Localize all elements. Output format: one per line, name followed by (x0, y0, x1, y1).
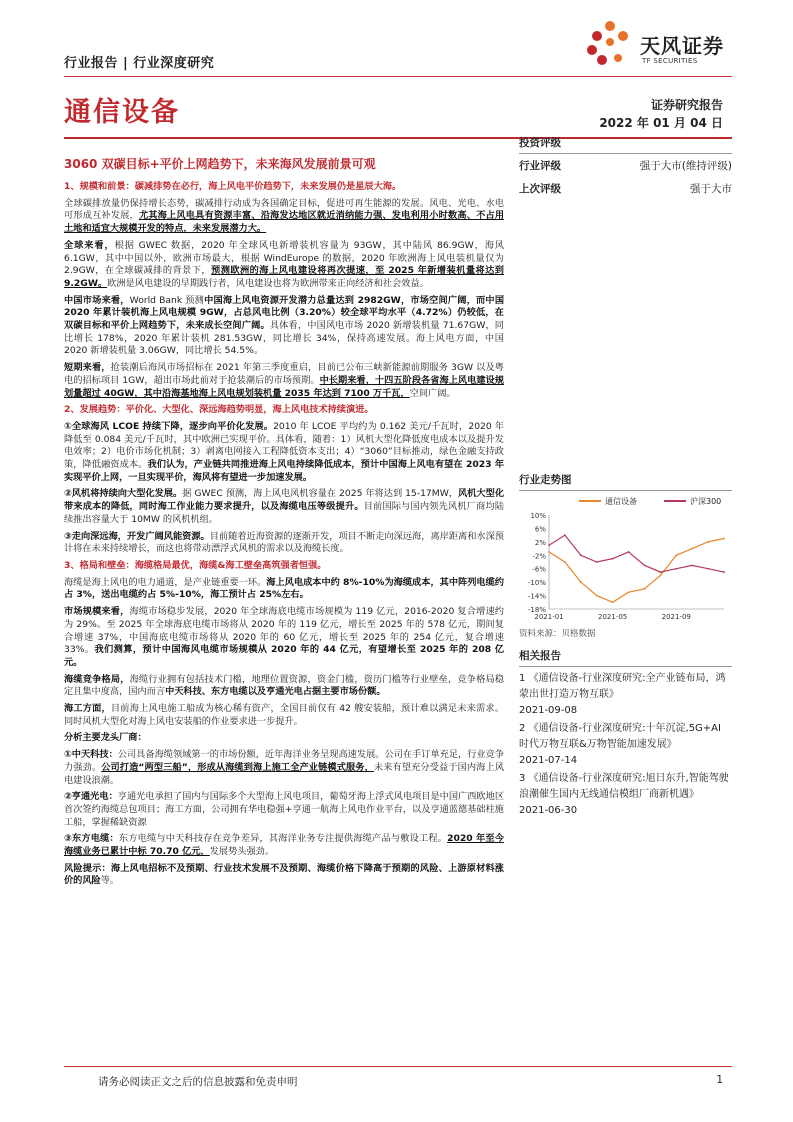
section-title: 1、规模和前景：碳减排势在必行，海上风电平价趋势下，未来发展仍是星辰大海。 (64, 181, 402, 192)
logo-subtext: TF SECURITIES (642, 57, 698, 65)
paragraph: 全球来看，根据 GWEC 数据，2020 年全球风电新增装机容量为 93GW，其中陆风 86.9GW，海风 6.1GW，其中中国以外，欧洲市场最大，根据 WindEurope 的数据，2020 年欧洲海上风电装机量仅为 2.9GW，在全球碳减排的背景下，预测欧洲的海上风电建设将再次提速，至 2025 年新增装机量将达到 9.2GW。欧洲是风电建设的早期践行者，风电建设也将为欧洲带来正向经济和社会效益。 (64, 239, 504, 289)
top-divider (64, 76, 732, 77)
section-title: 2、发展趋势：平价化、大型化、深远海趋势明显，海上风电技术持续演进。 (64, 404, 374, 416)
paragraph: 海工方面，目前海上风电施工船成为核心稀有资产，全国目前仅有 42 艘安装船，预计难以满足未来需求。同时风机大型化对海上风电安装船的作业要求进一步提升。 (64, 703, 505, 727)
y-tick-label: -10% (527, 579, 546, 588)
x-tick-label: 2021-05 (598, 613, 628, 621)
paragraph: ③东方电缆：东方电缆与中天科技存在竞争差异，其海洋业务专注提供海缆产品与敷设工程。2020 年至今海缆业务已累计中标 70.70 亿元，发展势头强劲。 (64, 833, 504, 858)
related-report-item[interactable]: 1 《通信设备-行业深度研究:全产业链布局，鸿蒙出世打造万物互联》 2021-09-08 (519, 673, 726, 716)
paragraph: 海缆是海上风电的电力通道，是产业链重要一环。海上风电成本中约 8%-10%为海缆成本，其中阵列电缆约占 3%，送出电缆约占 5%-10%，海工预计占 25%左右。 (64, 576, 504, 601)
data-point (580, 581, 582, 583)
legend-label: 通信设备 (605, 497, 637, 506)
y-tick-label: 2% (534, 538, 546, 547)
tf-logo-icon (582, 18, 638, 72)
rating-box (519, 135, 732, 200)
y-tick-label: -14% (527, 592, 546, 601)
data-point (659, 575, 661, 577)
data-point (707, 568, 709, 570)
related-list (519, 671, 732, 819)
paragraph: ②亨通光电：亨通光电承担了国内与国际多个大型海上风电项目，葡萄牙海上浮式风电项目是中国广西欧地区首次签约海缆总包项目；海工方面，公司拥有华电稳强+亨通一航海上风电作业平台，以及亨通蓝德基础柱施工船，掌握稀缺资源 (64, 791, 505, 828)
disclaimer: 请务必阅读正文之后的信息披露和免责申明 (98, 1076, 298, 1088)
paragraph: 分析主要龙头厂商： (64, 732, 147, 744)
paragraph: ③走向深远海，开发广阔风能资源。目前随着近海资源的逐渐开发，项目不断走向深远海，离岸距离和水深预计将在未来持续增长，而这也将带动漂浮式风机的需求以及海缆长度。 (64, 530, 505, 555)
data-point (723, 538, 725, 540)
y-tick-label: -2% (532, 552, 546, 561)
data-point (644, 588, 646, 590)
paragraph: 风险提示：海上风电招标不及预期、行业技术发展不及预期、海缆价格下降高于预期的风险、上游原材料涨价的风险等。 (64, 862, 504, 887)
paragraph: 全球碳排放量仍保持增长态势，碳减排行动成为各国确定目标，促进可再生能源的发展。风电、光电、水电可形成互补发展，尤其海上风电具有资源丰富、沿海发达地区就近消纳能力强、发电利用小时数高、不占用土地和适宜大规模开发的特点，未来发展潜力大。 (64, 197, 505, 235)
report-label: 证券研究报告 (650, 98, 723, 112)
rating-title: 投资评级 (519, 135, 732, 154)
section-title: 3、格局和壁垒：海缆格局最优，海缆&海工壁垒高筑强者恒强。 (64, 559, 327, 571)
related-reports (519, 648, 732, 821)
data-point (691, 548, 693, 550)
data-point (548, 544, 550, 546)
chart-title: 行业走势图 (519, 472, 732, 491)
x-tick-label: 2021-01 (534, 613, 564, 621)
footer-divider (64, 1066, 732, 1067)
x-tick-label: 2021-09 (661, 613, 691, 621)
paragraph: 市场规模来看，海缆市场稳步发展，2020 年全球海底电缆市场规模为 119 亿元，2016-2020 复合增速约为 29%。至 2025 年全球海底电缆市场将从 2020 年的 119 亿元，增长至 2025 年的 578 亿元，期间复合增速 37%，中国海底电缆市场将从 2020 年的 60 亿元，增长至 2025 年的 254 亿元，复合增速 33%。我们测算，预计中国海风电缆市场规模从 2020 年的 44 亿元，有望增长至 2025 年的 208 亿元。 (64, 606, 504, 668)
page-number: 1 (716, 1074, 723, 1086)
data-point (612, 558, 614, 560)
main-body (64, 181, 504, 892)
series-line (549, 535, 724, 572)
trend-chart-box (519, 472, 732, 639)
related-report-item[interactable]: 2 《通信设备-行业深度研究:十年沉淀,5G+AI 时代万物互联&万物智能加速发展》 2021-07-14 (519, 723, 721, 766)
data-point (628, 551, 630, 553)
paragraph: ①全球海风 LCOE 持续下降，逐步向平价化发展。2010 年 LCOE 平均约为 0.162 美元/千瓦时，2020 年降低至 0.084 美元/千瓦时，其中欧洲已实现平价。具体看，随着：1）风机大型化降低度电成本以及提升发电效率；2）电价市场化机制；3）剥离电网接入工程降低资本支出；4）“3060”目标推动，绿色金融支持政策，降低融资成本。我们认为，产业链共同推进海上风电持续降低成本，预计中国海上风电有望在 2023 年实现平价上网，一旦实现平价，海风将有望进一步加速发展。 (64, 420, 505, 483)
paragraph: 短期来看，抢装潮后海风市场招标在 2021 年第三季度重启，目前已公布三峡新能源前期服务 3GW 以及粤电的招标项目 1GW，超出市场此前对于抢装潮后的市场预期。中长期来看，十四五阶段各省海上风电建设规划量超过 40GW，其中沿海基地海上风电规划装机量 2035 年达到 7100 万千瓦，空间广阔。 (64, 362, 505, 399)
data-point (580, 554, 582, 556)
paragraph: 中国市场来看，World Bank 预测中国海上风电资源开发潜力总量达到 2982GW，市场空间广阔，而中国 2020 年累计装机海上风电规模 9GW，占总风电比例（3.20%）较全球平均水平（4.72%）仍较低，在双碳目标和平价上网趋势下，未来成长空间广阔。具体看，中国风电市场 2020 新增装机量 71.67GW，同比增长 178%，2020 年累计装机 281.53GW，同比增长 34%，保持高速发展。海上风电方面，中国 2020 新增装机量 3.06GW，同比增长 54.5%。 (64, 294, 505, 357)
y-tick-label: -6% (532, 565, 546, 574)
data-point (723, 571, 725, 573)
data-point (644, 564, 646, 566)
data-point (675, 568, 677, 570)
paragraph: ②风机将持续向大型化发展。据 GWEC 预测，海上风电风机容量在 2025 年将达到 15-17MW，风机大型化带来成本的降低，同时海工作业能力要求提升，以及海缆电压等级提升。目前国际与国内领先风机厂商均陆续推出容量大于 10MW 的风机机组。 (64, 488, 505, 525)
data-point (675, 554, 677, 556)
data-point (691, 564, 693, 566)
legend-label: 沪深300 (690, 497, 722, 506)
data-point (596, 595, 598, 597)
data-point (612, 601, 614, 603)
data-point (596, 561, 598, 563)
y-tick-label: -18% (527, 606, 546, 614)
data-point (628, 591, 630, 593)
prev-rating-row: 上次评级 强于大市 (519, 183, 732, 195)
paragraph: ①中天科技：公司具备海缆领域第一的市场份额，近年海洋业务呈现高速发展。公司在手订单充足，行业竞争力强劲。公司打造“两型三船”，形成从海缆到海上施工全产业链模式服务，未来有望充分受益于国内海上风电建设浪潮。 (64, 749, 505, 786)
y-tick-label: 10% (530, 512, 546, 520)
logo-text: 天风证券 (640, 34, 724, 58)
data-point (707, 541, 709, 543)
y-tick-label: 6% (534, 525, 546, 534)
trend-chart (519, 491, 732, 621)
data-point (564, 561, 566, 563)
industry-title: 通信设备 (64, 97, 180, 128)
paragraph: 海缆竞争格局，海缆行业拥有包括技术门槛，地理位置资源，资金门槛，资历门槛等行业壁垒，竞争格局稳定且集中度高，国内而言中天科技、东方电缆以及亨通光电占据主要市场份额。 (64, 673, 505, 698)
related-report-item[interactable]: 3 《通信设备-行业深度研究:旭日东升,智能驾驶浪潮催生国内无线通信模组厂商新机遇》 2021-06-30 (519, 773, 729, 816)
data-point (548, 551, 550, 553)
data-point (659, 571, 661, 573)
data-point (564, 534, 566, 536)
related-title: 相关报告 (519, 648, 732, 667)
chart-source: 资料来源：贝格数据 (519, 629, 596, 639)
report-type: 行业报告 | 行业深度研究 (64, 56, 215, 71)
report-date: 2022 年 01 月 04 日 (599, 116, 723, 130)
headline: 3060 双碳目标+平价上网趋势下，未来海风发展前景可观 (64, 157, 376, 171)
rating-row: 行业评级 强于大市(维持评级) (519, 160, 732, 172)
